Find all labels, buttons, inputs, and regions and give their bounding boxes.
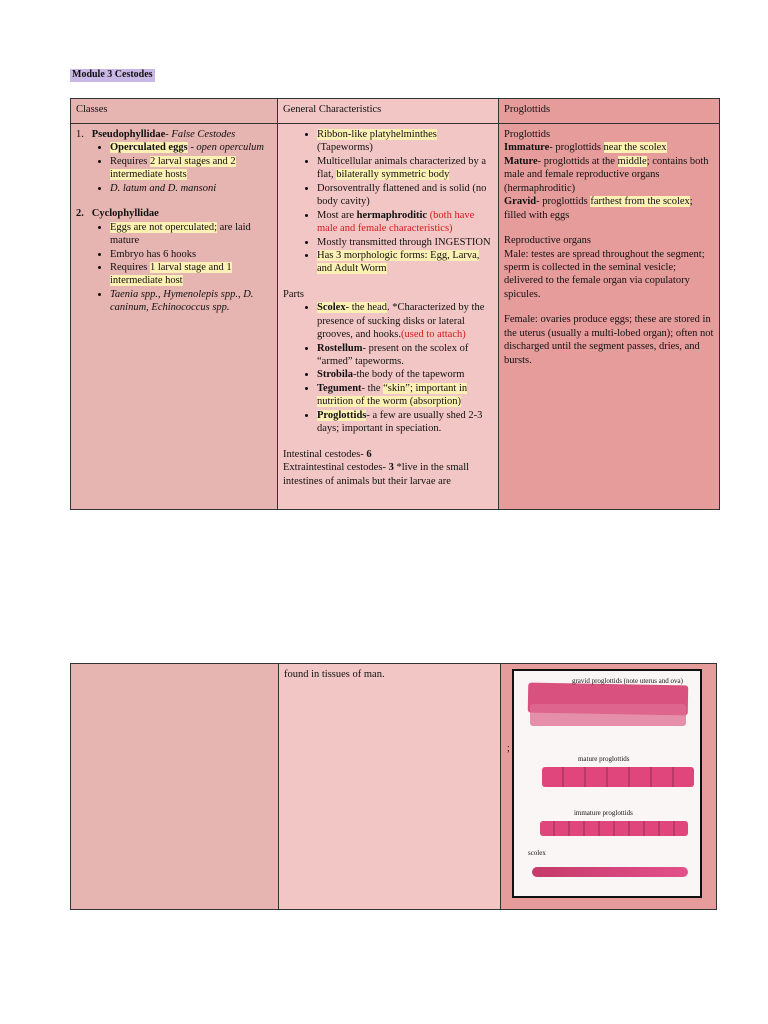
list-item: • Ribbon-like platyhelminthes (Tapeworms)	[317, 128, 493, 155]
list-item: • Rostellum- present on the scolex of “armed” tapeworms.	[317, 342, 493, 369]
list-item: • Requires 1 larval stage and 1 intermediate host	[110, 261, 272, 288]
table-row	[71, 664, 717, 910]
gravid-strip-lower	[530, 704, 686, 726]
pseudophyllidae-name: Pseudophyllidae	[91, 129, 166, 140]
list-item: • Operculated eggs - open operculum	[110, 141, 272, 154]
list-item: • Dorsoventrally flattened and is solid (no body cavity)	[317, 182, 493, 209]
header-proglottids: Proglottids	[499, 99, 720, 124]
gravid-def: Gravid- proglottids farthest from the scolex; filled with eggs	[504, 196, 693, 221]
label-mature: mature proglottids	[577, 755, 630, 763]
list-item: • Eggs are not operculated; are laid mature	[110, 221, 272, 248]
continued-text: found in tissues of man.	[283, 669, 385, 680]
side-mark: ;	[506, 743, 510, 754]
label-immature: immature proglottids	[573, 809, 633, 817]
header-classes: Classes	[71, 99, 278, 124]
extraintestinal-cestodes: Extraintestinal cestodes- 3 *live in the small intestines of animals but their larvae are	[283, 462, 470, 487]
scolex-strip	[532, 867, 688, 877]
cestodes-table	[70, 98, 720, 510]
intestinal-cestodes: Intestinal cestodes- 6	[283, 448, 372, 460]
table-row	[71, 124, 720, 510]
list-item: • Scolex- the head. *Characterized by the presence of sucking disks or lateral grooves, and hooks.(used to attach)	[317, 301, 493, 341]
immature-def: Immature- proglottids near the scolex	[504, 142, 667, 154]
mature-def: Mature- proglottids at the middle; contains both male and female reproductive organs (hermaphroditic)	[504, 155, 709, 194]
pseudophyllidae-list	[76, 141, 272, 195]
female-organs: Female: ovaries produce eggs; these are stored in the uterus (usually a multi-lobed organ); often not discharged until the segment passes, dries, and bursts.	[504, 314, 714, 366]
list-item: • Proglottids- a few are usually shed 2-3 days; important in speciation.	[317, 409, 493, 436]
mature-strip	[542, 767, 694, 787]
list-item: • Most are hermaphroditic (both have male and female characteristics)	[317, 209, 493, 236]
header-general: General Characteristics	[278, 99, 499, 124]
proglottids-photo	[506, 669, 702, 898]
list-item: • Strobila-the body of the tapeworm	[317, 368, 493, 381]
module-title: Module 3 Cestodes	[72, 69, 153, 80]
cyclophyllidae-list	[76, 221, 272, 315]
list-item: • Tegument- the “skin”; important in nutrition of the worm (absorption)	[317, 382, 493, 409]
class-pseudophyllidae: 1. Pseudophyllidae- False Cestodes	[76, 129, 236, 140]
cestodes-table-continued	[70, 663, 717, 910]
parts-title: Parts	[283, 288, 304, 300]
list-item: • Embryo has 6 hooks	[110, 248, 272, 261]
proglottids-title: Proglottids	[504, 129, 551, 140]
figure-cell	[500, 664, 716, 910]
class-cyclophyllidae: 2. Cyclophyllidae	[76, 208, 159, 220]
label-gravid: gravid proglottids (note uterus and ova)	[571, 677, 683, 685]
list-item: • Mostly transmitted through INGESTION	[317, 236, 493, 249]
list-item: • Multicellular animals characterized by a flat, bilaterally symmetric body	[317, 155, 493, 182]
cyclophyllidae-name: Cyclophyllidae	[91, 208, 159, 220]
list-item: • Taenia spp., Hymenolepis spp., D. caninum, Echinococcus spp.	[110, 288, 272, 315]
classes-cell	[71, 124, 278, 510]
proglottids-cell	[499, 124, 720, 510]
general-cell-continued	[278, 664, 500, 910]
table-header-row	[71, 99, 720, 124]
parts-list	[283, 301, 493, 435]
reproductive-title: Reproductive organs	[504, 235, 591, 247]
general-list	[283, 128, 493, 276]
general-cell	[278, 124, 499, 510]
list-item: • D. latum and D. mansoni	[110, 182, 272, 195]
male-organs: Male: testes are spread throughout the segment; sperm is collected in the seminal vesicle; delivered to the female organ via copulatory spicules.	[504, 248, 705, 300]
list-item: • Requires 2 larval stages and 2 intermediate hosts	[110, 155, 272, 182]
list-item: • Has 3 morphologic forms: Egg, Larva, and Adult Worm	[317, 249, 493, 276]
immature-strip	[540, 821, 688, 836]
classes-cell-empty	[71, 664, 279, 910]
label-scolex: scolex	[527, 849, 546, 857]
